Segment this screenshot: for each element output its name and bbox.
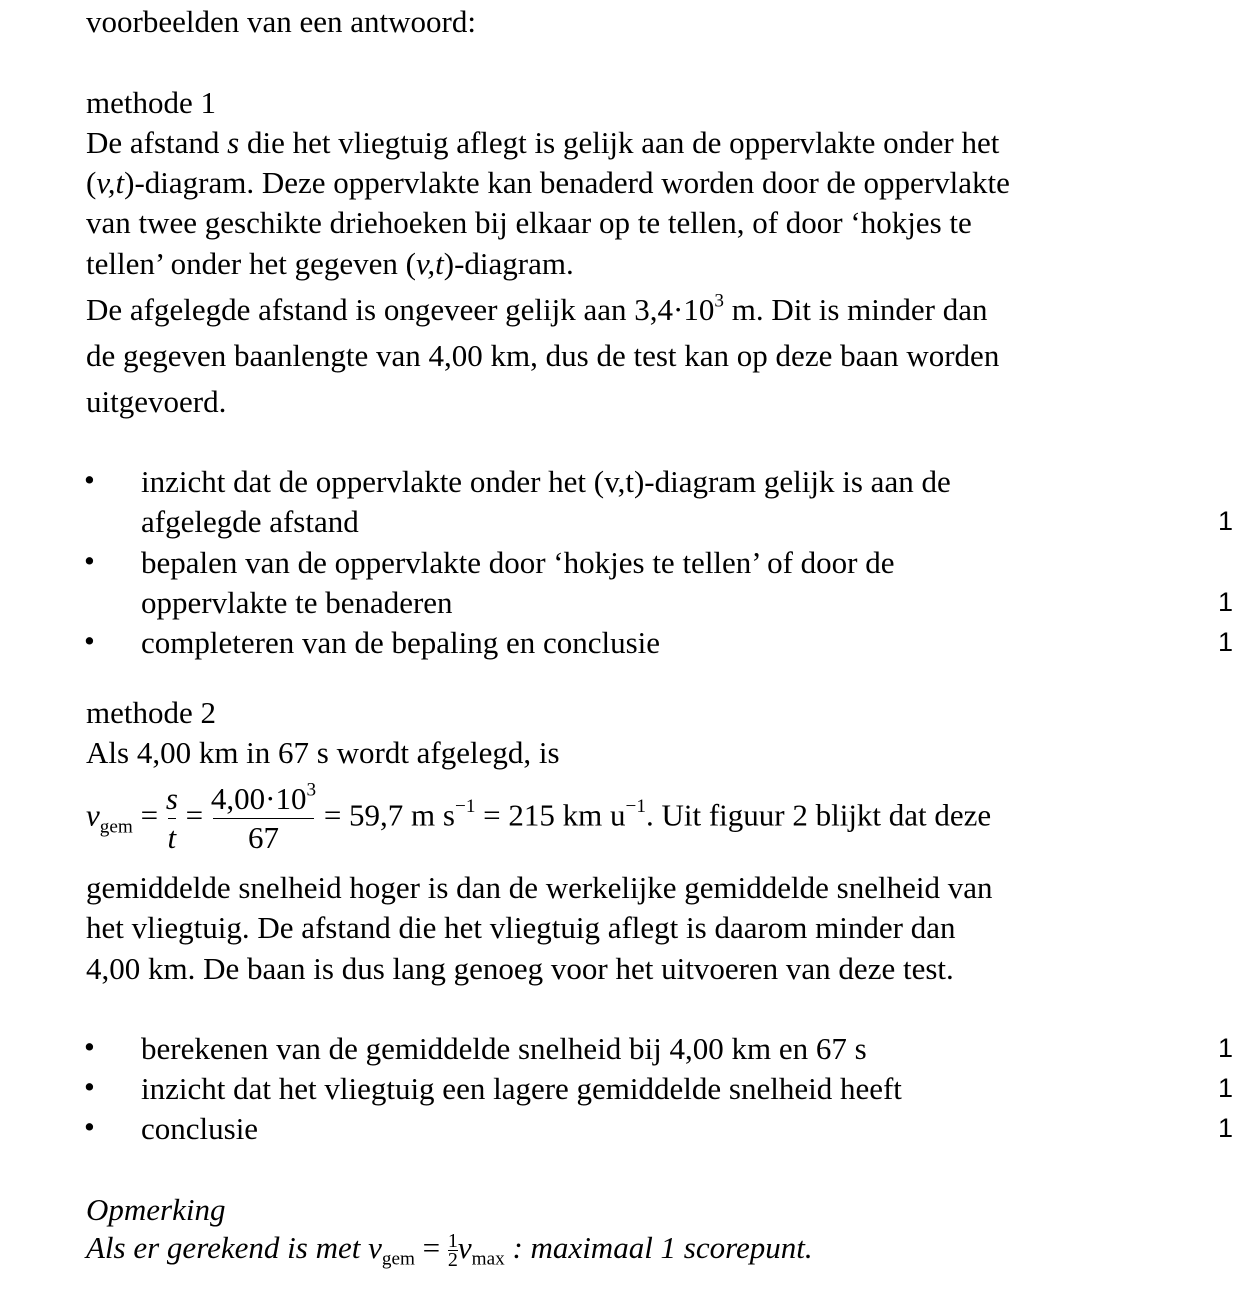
criterion-line: bepalen van de oppervlakte door ‘hokjes te tellen’ of door de — [141, 545, 895, 580]
method1-p2-line3: uitgevoerd. — [86, 384, 227, 419]
method1-p1-line2: (v,t)-diagram. Deze oppervlakte kan benaderd worden door de oppervlakte — [86, 165, 1010, 200]
method1-p1-line4: tellen’ onder het gegeven (v,t)-diagram. — [86, 246, 574, 281]
bullet: • — [84, 1029, 95, 1064]
method1-p2-line2: de gegeven baanlengte van 4,00 km, dus de test kan op deze baan worden — [86, 338, 1000, 373]
method2-line1: Als 4,00 km in 67 s wordt afgelegd, is — [86, 735, 560, 770]
criterion-line: completeren van de bepaling en conclusie — [141, 625, 661, 660]
method2-line-after-2: het vliegtuig. De afstand die het vliegtuig aflegt is daarom minder dan — [86, 910, 956, 945]
bullet: • — [84, 1109, 95, 1144]
criterion-line: oppervlakte te benaderen — [141, 585, 453, 620]
fraction-s-over-t: $\frac{s}{t}$ — [165, 781, 178, 855]
bullet: • — [84, 462, 95, 497]
criterion-line: berekenen van de gemiddelde snelheid bij 4,00 km en 67 s — [141, 1031, 867, 1066]
method2-heading: methode 2 — [86, 695, 216, 730]
method1-p1-line1: De afstand s die het vliegtuig aflegt is gelijk aan de oppervlakte onder het — [86, 125, 1000, 160]
method2-formula: $v_{gem}$ = $\frac{s}{t}$ = $\frac{4,00\cdot 10^3}{67}$ = 59,7 m $s^{-1} = 215$ km $u^{-1}$. Uit figuur 2 blijkt dat deze — [86, 779, 992, 855]
method2-line-after-1: gemiddelde snelheid hoger is dan de werkelijke gemiddelde snelheid van — [86, 870, 993, 905]
score-value: 1 — [1217, 587, 1233, 617]
remark-heading: Opmerking — [86, 1192, 226, 1227]
remark-line: Als er gerekend is met $v_{gem}$ = $\frac{1}{2}$ $v_{max}$ : maximaal 1 scorepunt. — [86, 1230, 813, 1272]
criterion-line: inzicht dat het vliegtuig een lagere gemiddelde snelheid heeft — [141, 1071, 902, 1106]
bullet: • — [84, 1069, 95, 1104]
method1-p2-line1: De afgelegde afstand is ongeveer gelijk aan $3,4\cdot 10^3$ m. Dit is minder dan — [86, 290, 988, 327]
bullet: • — [84, 623, 95, 658]
criterion-line: inzicht dat de oppervlakte onder het (v,t)-diagram gelijk is aan de — [141, 464, 951, 499]
method1-heading: methode 1 — [86, 85, 216, 120]
fraction-one-half: $\frac{1}{2}$ — [447, 1230, 458, 1272]
score-value: 1 — [1217, 1113, 1233, 1143]
score-value: 1 — [1217, 627, 1233, 657]
bullet: • — [84, 543, 95, 578]
score-value: 1 — [1217, 1033, 1233, 1063]
score-value: 1 — [1217, 1073, 1233, 1103]
criterion-line: conclusie — [141, 1111, 259, 1146]
score-value: 1 — [1217, 506, 1233, 536]
method2-line-after-3: 4,00 km. De baan is dus lang genoeg voor het uitvoeren van deze test. — [86, 951, 954, 986]
criterion-line: afgelegde afstand — [141, 504, 359, 539]
method1-p1-line3: van twee geschikte driehoeken bij elkaar op te tellen, of door ‘hokjes te — [86, 205, 972, 240]
intro-text: voorbeelden van een antwoord: — [86, 4, 476, 39]
fraction-distance-over-time: $\frac{4,00\cdot 10^3}{67}$ — [210, 779, 317, 855]
